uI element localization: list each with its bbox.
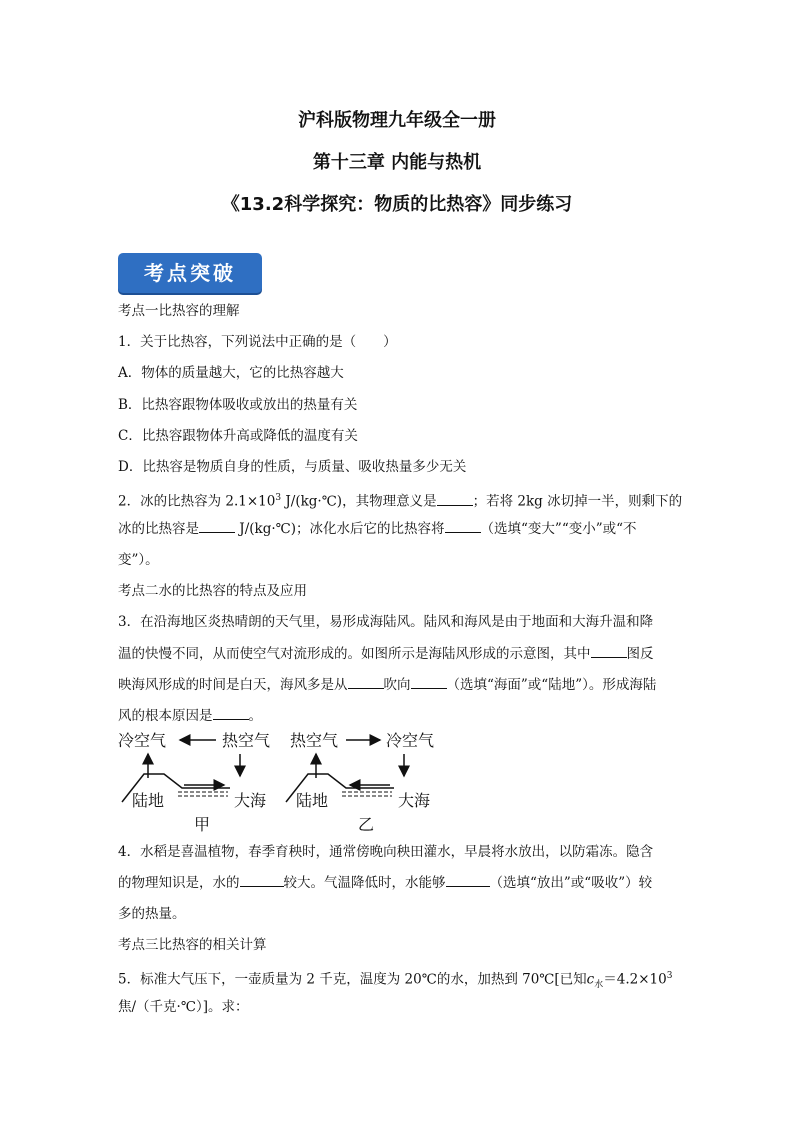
answer-blank[interactable] [445, 520, 481, 533]
figure-label-yi: 乙 [358, 815, 375, 834]
answer-blank[interactable] [411, 676, 447, 689]
answer-blank[interactable] [213, 707, 249, 720]
q5-text: ＝4.2×10 [603, 971, 667, 988]
subscript: 水 [594, 980, 604, 991]
lesson-title: 《13.2科学探究：物质的比热容》同步练习 [221, 194, 573, 215]
diagram-left [118, 731, 270, 834]
q2-text: J/(kg·℃)；冰化水后它的比热容将 [235, 521, 445, 537]
q1-option-d: D．比热容是物质自身的性质，与质量、吸收热量多少无关 [118, 459, 467, 475]
q3-line-4 [118, 707, 262, 725]
q5-text: 5．标准大气压下，一壶质量为 2 千克，温度为 20℃的水，加热到 70℃[已知 [118, 971, 587, 988]
q3-text: （选填“海面”或“陆地”）。形成海陆 [446, 677, 657, 693]
q2-text: 2．冰的比热容为 2.1×10 [118, 493, 276, 510]
q1-option-c: C．比热容跟物体升高或降低的温度有关 [118, 428, 358, 444]
answer-blank[interactable] [240, 874, 284, 887]
q4-line-1: 4．水稻是喜温植物，春季育秧时，通常傍晚向秧田灌水，早晨将水放出，以防霜冻。隐含 [118, 844, 654, 860]
q2-text: J/(kg·℃)，其物理意义是 [281, 493, 437, 510]
q2-text: （选填“变大”“变小”或“不 [480, 521, 637, 537]
cold-air-label: 冷空气 [118, 731, 167, 750]
land-label: 陆地 [296, 791, 329, 810]
answer-blank[interactable] [199, 520, 235, 533]
diagram-right [286, 731, 434, 834]
exponent: 3 [666, 971, 673, 981]
q1-stem: 1．关于比热容，下列说法中正确的是（ ） [118, 334, 397, 350]
section-heading-2: 考点二水的比热容的特点及应用 [118, 583, 307, 599]
figure-label-jia: 甲 [194, 815, 211, 834]
answer-blank[interactable] [437, 493, 473, 506]
section-badge: 考点突破 [118, 253, 262, 293]
q3-line-2 [118, 645, 654, 663]
answer-blank[interactable] [348, 676, 384, 689]
q2-line-3: 变”）。 [118, 552, 159, 568]
q2-line-2 [118, 520, 637, 538]
q3-text: 温的快慢不同，从而使空气对流形成的。如图所示是海陆风形成的示意图，其中 [118, 646, 591, 662]
exponent: 3 [275, 493, 282, 503]
q4-text: 的物理知识是，水的 [118, 875, 240, 891]
answer-blank[interactable] [446, 874, 490, 887]
q2-text: ；若将 2kg 冰切掉一半，则剩下的 [472, 493, 683, 510]
q3-line-3 [118, 676, 656, 694]
section-heading-3: 考点三比热容的相关计算 [118, 937, 267, 953]
doc-title: 沪科版物理九年级全一册 [298, 110, 496, 131]
q3-text: 映海风形成的时间是白天，海风多是从 [118, 677, 348, 693]
q4-line-3: 多的热量。 [118, 906, 186, 922]
q1-option-a: A．物体的质量越大，它的比热容越大 [118, 365, 344, 381]
q4-text: 较大。气温降低时，水能够 [283, 875, 446, 891]
q4-text: （选填“放出”或“吸收”）较 [489, 875, 653, 891]
sea-land-breeze-diagram [118, 726, 448, 836]
hot-air-label: 热空气 [290, 731, 339, 750]
sea-label: 大海 [234, 791, 267, 810]
hot-air-label: 热空气 [222, 731, 271, 750]
q3-text: 图反 [626, 646, 654, 662]
answer-blank[interactable] [591, 645, 627, 658]
cold-air-label: 冷空气 [386, 731, 435, 750]
chapter-title: 第十三章 内能与热机 [312, 152, 482, 173]
land-label: 陆地 [132, 791, 165, 810]
q3-text: 。 [248, 708, 262, 724]
q3-text: 吹向 [383, 677, 411, 693]
q2-text: 冰的比热容是 [118, 521, 199, 537]
symbol-c: c [586, 971, 595, 988]
q4-line-2 [118, 874, 652, 892]
section-heading-1: 考点一比热容的理解 [118, 303, 240, 319]
q1-option-b: B．比热容跟物体吸收或放出的热量有关 [118, 397, 358, 413]
q3-text: 风的根本原因是 [118, 708, 213, 724]
q5-line-2: 焦/（千克·℃）]。求： [118, 999, 249, 1015]
q2-line-1 [118, 489, 682, 511]
q5-line-1 [118, 967, 672, 994]
sea-label: 大海 [398, 791, 431, 810]
q3-line-1: 3．在沿海地区炎热晴朗的天气里，易形成海陆风。陆风和海风是由于地面和大海升温和降 [118, 614, 654, 630]
